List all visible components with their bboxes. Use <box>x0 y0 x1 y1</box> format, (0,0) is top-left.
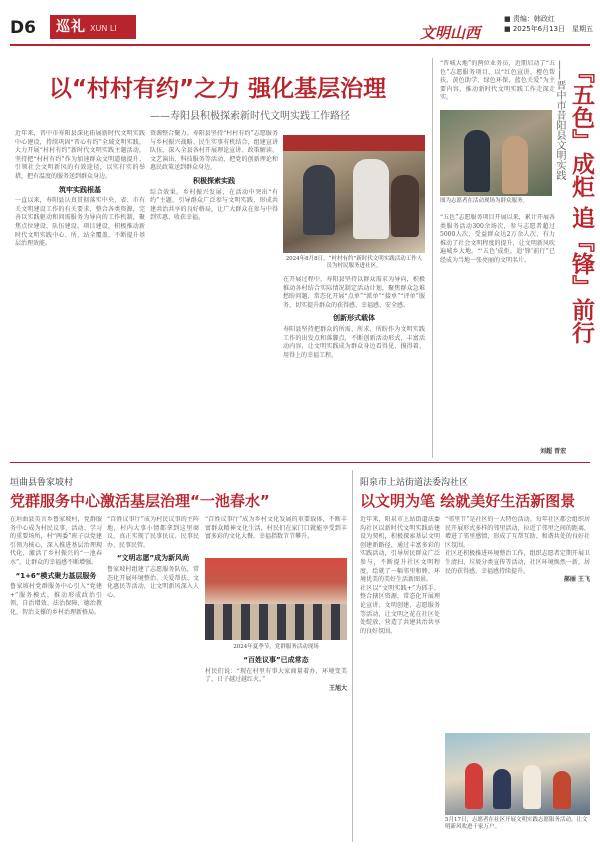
lead-title: 以“村村有约”之力 强化基层治理 <box>48 76 387 102</box>
sidebar-title-main: 『五色』成炬 追『锋』前行 <box>568 60 594 345</box>
sidebar-title-sub: ——晋中市昔阳县文明实践 <box>554 60 565 180</box>
sidebar-paragraph-2: “五色”志愿服务项目开展以来，累计开展各类服务活动300余场次，参与志愿者超过5000人次，受益群众达2万余人次，有力推动了社会文明程度的提升，让文明新风吹遍城乡大地。“‘五色’成炬，追‘锋’前行”已经成为当地一张亮丽的文明名片。 <box>440 214 555 264</box>
bl-col1b-text: 鲁家坡村党群服务中心引入“党建+”服务模式，推动形成政治引领、自治增效、法治保障、德治教化、智治支撑的乡村治理新格局。 <box>10 583 102 616</box>
bl-col2-heading: “文明志愿”成为新风尚 <box>116 554 190 563</box>
bl-col2-text: “百姓议事厅”成为村民议事的主阵地，村内大事小情都拿到这里商议，真正实现了民事民议、民事民办、民事民管。 <box>107 516 199 549</box>
header-rule <box>10 44 590 46</box>
lead-col2-text: 资源整合聚力。寿阳县坚持“村村有约”志愿服务与乡村振兴战略、民生实事有机结合，组建宣讲队伍，深入全县各村开展理论宣讲、政策解读、文艺演出、科技服务等活动，把党的创新理论和惠民政策送到群众身边。 <box>150 130 278 172</box>
br-col1b-text: 社区以“文明实践+”为抓手，整合辖区资源，常态化开展理论宣讲、文明创建、志愿服务等活动，让文明之花在社区处处绽放，营造了共建共治共享的良好氛围。 <box>360 584 440 635</box>
br-col1-text: 近年来，阳泉市上站街道法委沟社区以新时代文明实践站建设为契机，积极探索基层文明创建新路径，通过丰富多彩的实践活动，引导居民群众广泛参与，不断提升社区文明程度，绘就了一幅邻里和睦、环境优美的美好生活新图景。 <box>360 516 440 584</box>
br-col2b-text: 社区还积极推进环境整治工作，组织志愿者定期开展卫生清扫、垃圾分类宣传等活动，社区环境焕然一新，居民的获得感、幸福感持续提升。 <box>445 550 590 575</box>
bottom-left-column-3b <box>205 652 347 842</box>
sidebar-author: 刘超 晋宏 <box>540 448 567 455</box>
photo-crowd <box>205 604 347 640</box>
bl-col1-text: 在垣曲县英言乡鲁家坡村，党群服务中心成为村民议事、活动、学习的重要场所，村“两委”班子以党建引领为核心，深入推进基层治理现代化，激活了乡村振兴的“一池春水”，让群众的幸福感不断增强。 <box>10 516 102 566</box>
lead-col3-text: 在开展过程中，寿阳县坚持以群众需求为导向，积极推动各村结合实际情况制定活动计划，聚焦群众急难愁盼问题，常态化开展“点单”“派单”“接单”“评单”服务，切实提升群众的获得感、幸福感、安全感。 <box>283 276 425 309</box>
lead-col2b-text: 综合效果。乡村振兴发展，在活动中突出“有约”主题，引导群众广泛参与文明实践，形成共建共治共享的良好格局，让广大群众在参与中得到实惠、收获幸福。 <box>150 188 278 222</box>
page-meta <box>504 14 593 34</box>
bl-col1-heading: “1+6”模式聚力基层服务 <box>15 571 97 580</box>
bottom-left-author: 王旭大 <box>328 684 347 692</box>
bottom-left-column-1 <box>10 516 102 842</box>
section-name: 巡礼 <box>56 19 86 35</box>
page-header <box>0 0 600 44</box>
sidebar-paragraph-1: “晋城大地”的两位业务员，近期启动了“五色”志愿服务项目，以“红色宣讲、橙色帮扶、黄色助学、绿色环保、蓝色关爱”为主要内容，推动新时代文明实践工作走深走实。 <box>440 60 555 102</box>
sidebar-photo-caption: 图为志愿者在活动现场为群众服务。 <box>440 198 529 204</box>
lead-col3-heading: 创新形式载体 <box>333 314 375 323</box>
sidebar-text-2 <box>440 214 555 442</box>
date-line: ■ 2025年6月13日 星期五 <box>504 25 594 33</box>
lead-column-1 <box>15 130 145 458</box>
bottom-left-photo-caption: 2024年夏季节，党群服务活动现场 <box>233 644 319 650</box>
bottom-right-author: 郝丽 王飞 <box>563 576 590 584</box>
lead-col2-heading: 积极探索实践 <box>193 176 235 185</box>
bottom-left-title: 党群服务中心激活基层治理“一池春水” <box>10 492 270 510</box>
photo-person <box>303 165 335 235</box>
lead-subtitle: ——寿阳县积极探索新时代文明实践工作路径 <box>150 111 350 122</box>
bottom-left-kicker: 垣曲县鲁家坡村 <box>10 478 74 488</box>
column-divider <box>432 58 433 458</box>
lead-col1-heading: 筑牢实践根基 <box>59 185 101 194</box>
photo-person <box>502 136 528 194</box>
photo-person <box>464 130 490 192</box>
page-number: D6 <box>10 18 36 38</box>
sidebar-photo <box>440 110 552 196</box>
bottom-right-kicker: 阳泉市上站街道法委沟社区 <box>360 478 469 488</box>
lead-photo <box>283 135 425 253</box>
column-divider <box>352 470 353 842</box>
lead-column-3 <box>283 276 425 458</box>
section-divider <box>10 462 590 463</box>
bottom-right-title: 以文明为笔 绘就美好生活新图景 <box>360 492 576 510</box>
br-col2-text: “邻里节”是社区的一大特色活动。每年社区都会组织居民开展形式多样的邻里活动，拉近了邻里之间的距离，增进了邻里感情，形成了互帮互助、和谐共处的良好社区氛围。 <box>445 516 590 549</box>
bl-col3b-text: 村民们说：“现在村里有事大家商量着办，环境变美了，日子越过越红火。” <box>205 667 347 684</box>
bl-col3-text: “百姓议事厅”成为乡村文化发展的重要载体，不断丰富群众精神文化生活，村民们在家门口就能享受到丰富多彩的文化大餐，幸福指数节节攀升。 <box>205 516 347 541</box>
lead-col3b-text: 寿阳县坚持把群众的所需、所求、所盼作为文明实践工作的出发点和落脚点，不断创新活动形式，丰富活动内容，让文明实践成为群众身边看得见、摸得着、用得上的幸福工程。 <box>283 325 425 359</box>
bottom-right-photo-caption: 5月17日，志愿者在社区开展文明实践志愿服务活动，让文明新风吹进千家万户。 <box>445 817 588 830</box>
photo-person <box>493 769 511 809</box>
bl-col2b-text: 鲁家坡村组建了志愿服务队伍，常态化开展环境整治、关爱帮扶、文化惠民等活动，让文明新风深入人心。 <box>107 565 199 599</box>
bottom-right-column-2 <box>445 516 590 730</box>
photo-person <box>353 159 389 239</box>
photo-person <box>465 763 483 809</box>
bottom-left-photo <box>205 558 347 640</box>
bottom-left-column-2 <box>107 516 199 842</box>
lead-col1b-text: 一直以来，寿阳县认真贯彻落实中央、省、市有关文明建设工作的有关要求，整合各类资源，完善以实践驱动和问需服务为导向的工作机制，聚焦点位建设、队伍建设、项目建设，积极推动新时代文明实践中心、所、站全覆盖，不断提升基层治理效能。 <box>15 197 145 248</box>
lead-col1-text: 近年来，晋中市寿阳县深化拓展新时代文明实践中心建设，持续巩固“晋心有约”全域文明实践，大力开展“村村有约”新时代文明实践主题活动，坚持把“村村有约”作为加速群众文明道德提升、引领社会文明新风的有效途径，以实打实的举措，把有温度的服务送到群众身边。 <box>15 130 145 180</box>
sidebar-text-1 <box>440 60 555 108</box>
lead-column-2 <box>150 130 278 458</box>
newspaper-brand: 文明山西 <box>420 24 481 42</box>
editor-line: ■ 责编：韩政红 <box>504 15 555 23</box>
section-badge <box>50 15 136 39</box>
photo-banner <box>283 135 425 151</box>
photo-person <box>391 175 419 237</box>
bl-col3-heading: “百姓议事”已成常态 <box>243 656 309 664</box>
bottom-right-column-1 <box>360 516 440 842</box>
bottom-right-photo <box>445 733 590 815</box>
bottom-left-column-3a <box>205 516 347 556</box>
section-name-en: XUN LI <box>90 24 117 33</box>
lead-photo-caption: 2024年8月8日，“村村有约”新时代文明实践活动工作人员为村民服务进社区。 <box>285 256 423 269</box>
photo-person <box>523 765 541 809</box>
photo-person <box>553 771 571 809</box>
sidebar-title <box>554 60 596 360</box>
